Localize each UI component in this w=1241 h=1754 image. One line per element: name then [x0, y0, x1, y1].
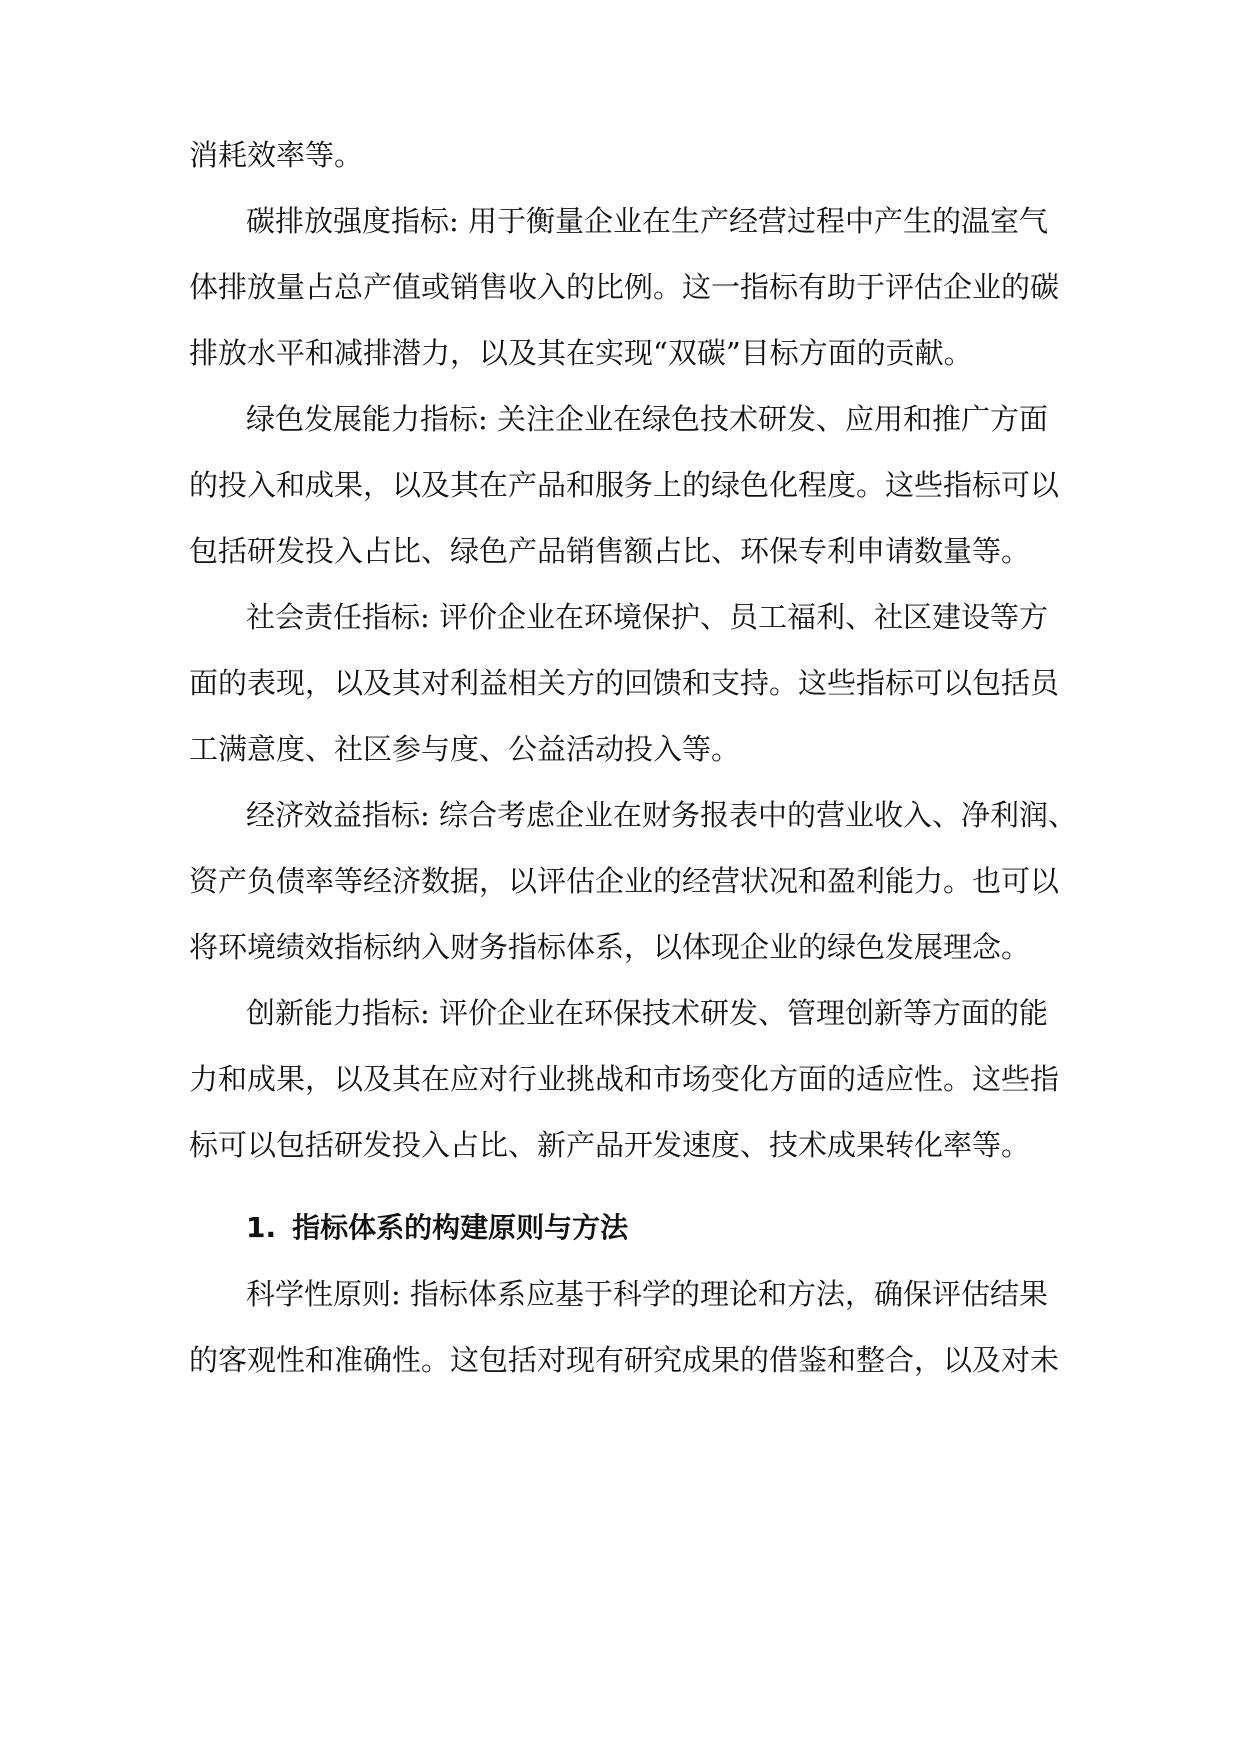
- text-line: 体排放量占总产值或销售收入的比例。这一指标有助于评估企业的碳: [189, 270, 1060, 304]
- text-line: 包括研发投入占比、绿色产品销售额占比、环保专利申请数量等。: [189, 534, 1031, 568]
- paragraph-economic-benefit: 经济效益指标: 综合考虑企业在财务报表中的营业收入、净利润、: [246, 798, 1077, 832]
- text-line: 标可以包括研发投入占比、新产品开发速度、技术成果转化率等。: [189, 1128, 1031, 1162]
- text-line: 工满意度、社区参与度、公益活动投入等。: [189, 732, 741, 766]
- text-line: 面的表现，以及其对利益相关方的回馈和支持。这些指标可以包括员: [189, 666, 1060, 700]
- paragraph-social-responsibility: 社会责任指标: 评价企业在环境保护、员工福利、社区建设等方: [246, 600, 1048, 634]
- text-line: 将环境绩效指标纳入财务指标体系，以体现企业的绿色发展理念。: [189, 930, 1031, 964]
- text-line: 消耗效率等。: [189, 138, 364, 172]
- paragraph-carbon-intensity: 碳排放强度指标: 用于衡量企业在生产经营过程中产生的温室气: [246, 204, 1048, 238]
- section-title: 指标体系的构建原则与方法: [292, 1211, 629, 1244]
- paragraph-scientific-principle: 科学性原则: 指标体系应基于科学的理论和方法，确保评估结果: [246, 1277, 1048, 1311]
- text-line: 力和成果，以及其在应对行业挑战和市场变化方面的适应性。这些指: [189, 1062, 1060, 1096]
- paragraph-innovation: 创新能力指标: 评价企业在环保技术研发、管理创新等方面的能: [246, 996, 1048, 1030]
- section-number: 1.: [246, 1211, 277, 1244]
- text-line: 排放水平和减排潜力，以及其在实现“双碳”目标方面的贡献。: [189, 336, 973, 370]
- text-line: 资产负债率等经济数据，以评估企业的经营状况和盈利能力。也可以: [189, 864, 1060, 898]
- section-heading: [246, 1208, 1055, 1248]
- text-line: 的客观性和准确性。这包括对现有研究成果的借鉴和整合，以及对未: [189, 1343, 1060, 1377]
- paragraph-green-development: 绿色发展能力指标: 关注企业在绿色技术研发、应用和推广方面: [246, 402, 1048, 436]
- text-line: 的投入和成果，以及其在产品和服务上的绿色化程度。这些指标可以: [189, 468, 1060, 502]
